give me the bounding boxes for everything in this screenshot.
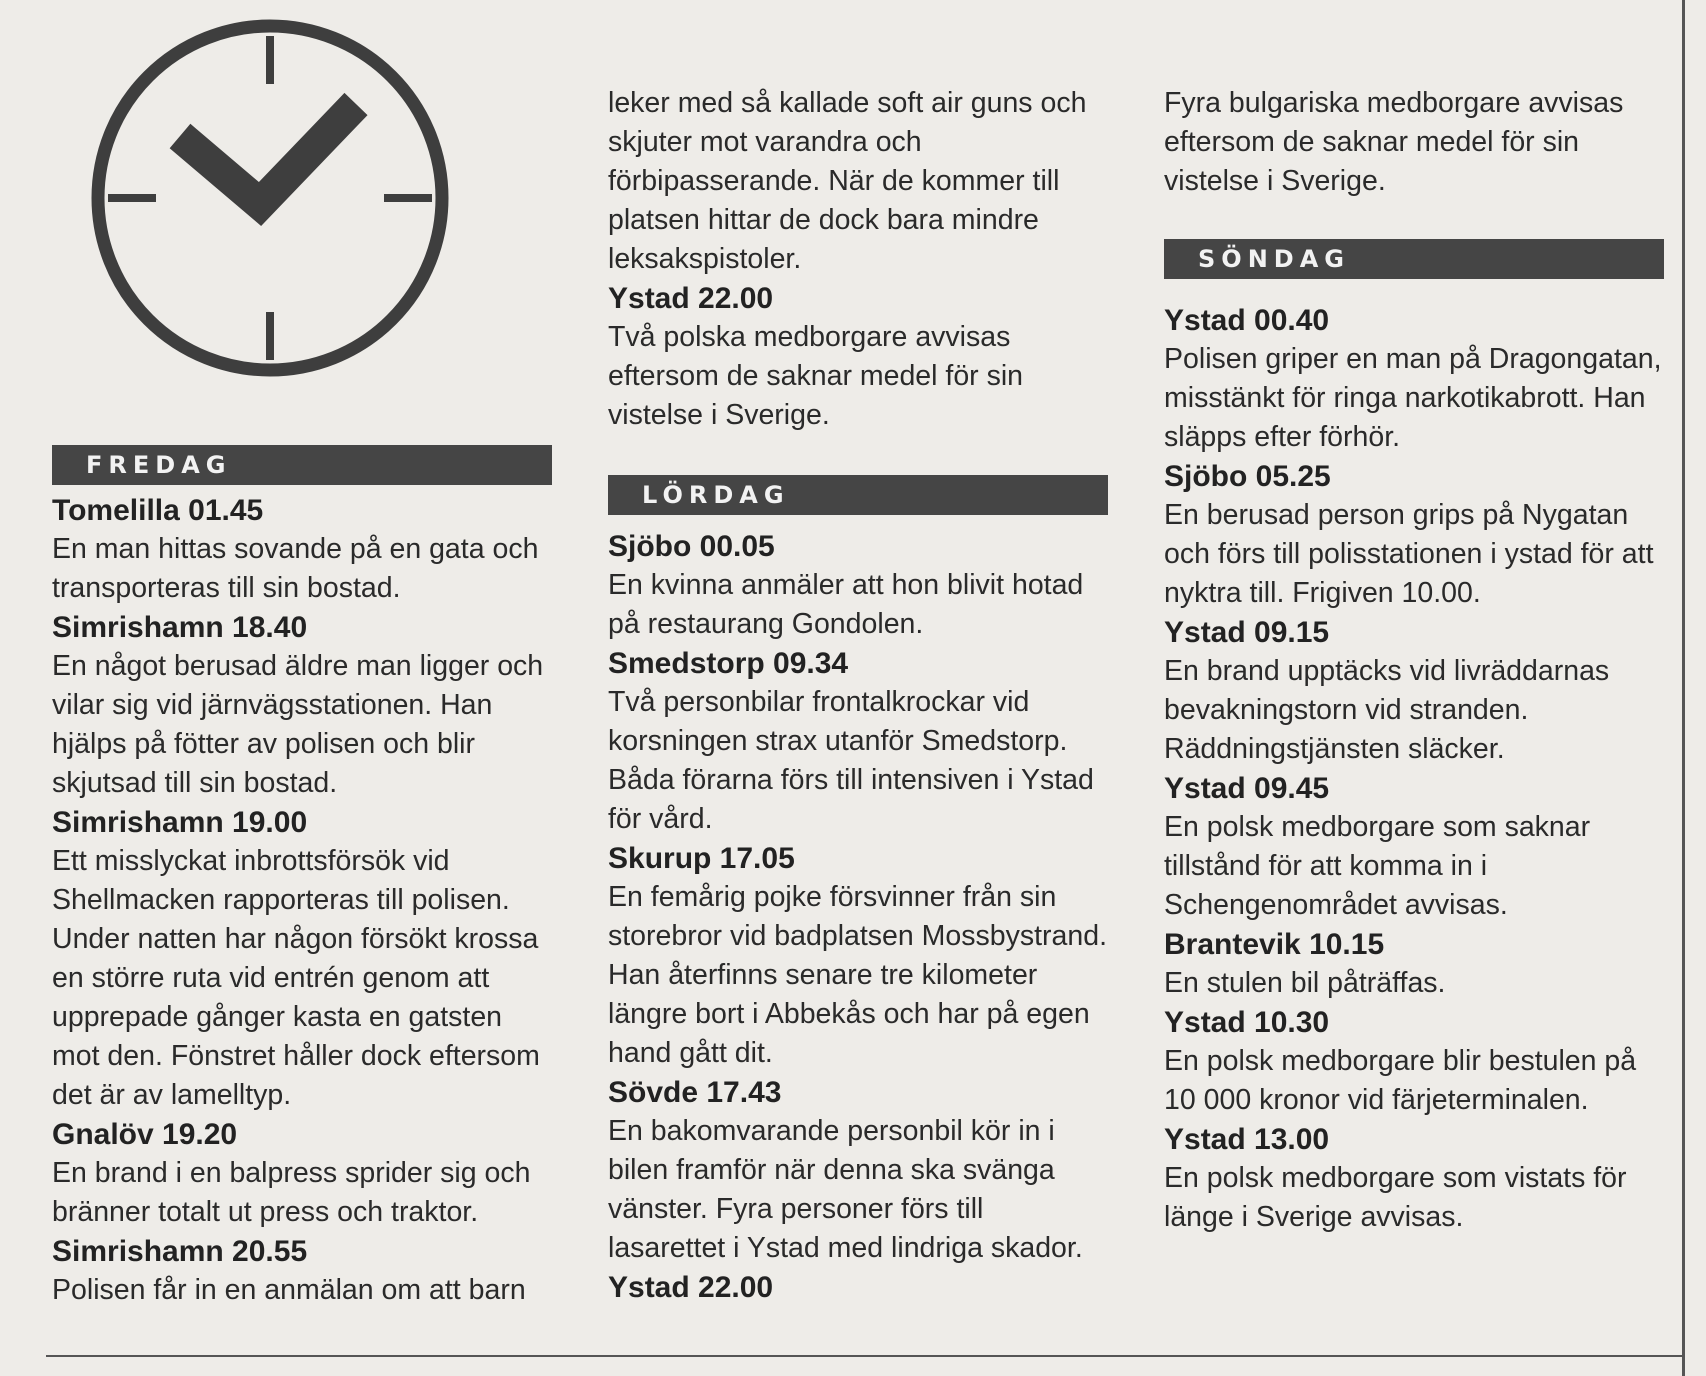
entry-place: Ystad 22.00 (608, 282, 774, 315)
entry-place: Ystad 00.40 (1164, 304, 1330, 337)
entry-place: Skurup 17.05 (608, 842, 795, 875)
bottom-rule (46, 1355, 1684, 1357)
entry-text: Ett misslyckat inbrottsförsök vid Shellmacken rapporteras till polisen. Under natten har någon försökt krossa en större ruta vid entrén genom att upprepade gånger kasta en gatsten mot den. Fönstret håller dock eftersom det är av lamelltyp. (52, 845, 540, 1111)
clock-icon (86, 8, 454, 388)
entry-place: Gnalöv 19.20 (52, 1118, 238, 1151)
entry-place: Simrishamn 18.40 (52, 611, 308, 644)
entry-text: Polisen griper en man på Dragongatan, misstänkt för ringa narkotikabrott. Han släpps efter förhör. (1164, 343, 1662, 453)
entry-text: En brand i en balpress sprider sig och bränner totalt ut press och traktor. (52, 1157, 531, 1228)
entry-text: En polsk medborgare som vistats för länge i Sverige avvisas. (1164, 1162, 1627, 1233)
day-header-saturday: LÖRDAG (608, 475, 1108, 515)
entry-place: Ystad 09.15 (1164, 616, 1330, 649)
entry-text: En polsk medborgare blir bestulen på 10 000 kronor vid färjeterminalen. (1164, 1045, 1637, 1116)
entry-text: Två polska medborgare avvisas eftersom de saknar medel för sin vistelse i Sverige. (608, 321, 1024, 431)
entry-place: Brantevik 10.15 (1164, 928, 1385, 961)
entry-text: En man hittas sovande på en gata och transporteras till sin bostad. (52, 533, 539, 604)
entry-place: Simrishamn 19.00 (52, 806, 308, 839)
continued-text: leker med så kallade soft air guns och skjuter mot varandra och förbipasserande. När de kommer till platsen hittar de dock bara mindre leksakspistoler. (608, 87, 1087, 275)
entry-text: En stulen bil påträffas. (1164, 967, 1446, 999)
day-header-sunday: SÖNDAG (1164, 239, 1664, 279)
entry-place: Ystad 10.30 (1164, 1006, 1330, 1039)
column-saturday (608, 84, 1108, 1307)
entry-place: Smedstorp 09.34 (608, 647, 849, 680)
entry-text: Polisen får in en anmälan om att barn (52, 1274, 526, 1306)
continued-text: Fyra bulgariska medborgare avvisas eftersom de saknar medel för sin vistelse i Sverige. (1164, 87, 1624, 197)
entry-text: En brand upptäcks vid livräddarnas bevakningstorn vid stranden. Räddningstjänsten släcker. (1164, 655, 1610, 765)
day-header-friday: FREDAG (52, 445, 552, 485)
entry-place: Ystad 13.00 (1164, 1123, 1330, 1156)
entry-place: Sjöbo 00.05 (608, 530, 775, 563)
entry-place: Tomelilla 01.45 (52, 494, 264, 527)
entry-place: Ystad 09.45 (1164, 772, 1330, 805)
entry-text: En bakomvarande personbil kör in i bilen framför när denna ska svänga vänster. Fyra personer förs till lasarettet i Ystad med lindriga skador. (608, 1115, 1083, 1264)
entry-place: Sövde 17.43 (608, 1076, 782, 1109)
entry-place: Ystad 22.00 (608, 1271, 774, 1304)
entry-text: Två personbilar frontalkrockar vid korsningen strax utanför Smedstorp. Båda förarna förs till intensiven i Ystad för vård. (608, 686, 1094, 835)
entry-text: En berusad person grips på Nygatan och förs till polisstationen i ystad för att nyktra till. Frigiven 10.00. (1164, 499, 1654, 609)
right-rule (1682, 0, 1685, 1376)
entry-text: En polsk medborgare som saknar tillstånd för att komma in i Schengenområdet avvisas. (1164, 811, 1591, 921)
entry-text: En något berusad äldre man ligger och vilar sig vid järnvägsstationen. Han hjälps på fötter av polisen och blir skjutsad till sin bostad. (52, 650, 544, 799)
column-sunday (1164, 84, 1664, 1237)
entry-text: En kvinna anmäler att hon blivit hotad på restaurang Gondolen. (608, 569, 1084, 640)
entry-text: En femårig pojke försvinner från sin storebror vid badplatsen Mossbystrand. Han återfinns senare tre kilometer längre bort i Abbekås och har på egen hand gått dit. (608, 881, 1108, 1069)
column-friday (52, 445, 552, 1310)
entry-place: Sjöbo 05.25 (1164, 460, 1331, 493)
entry-place: Simrishamn 20.55 (52, 1235, 308, 1268)
